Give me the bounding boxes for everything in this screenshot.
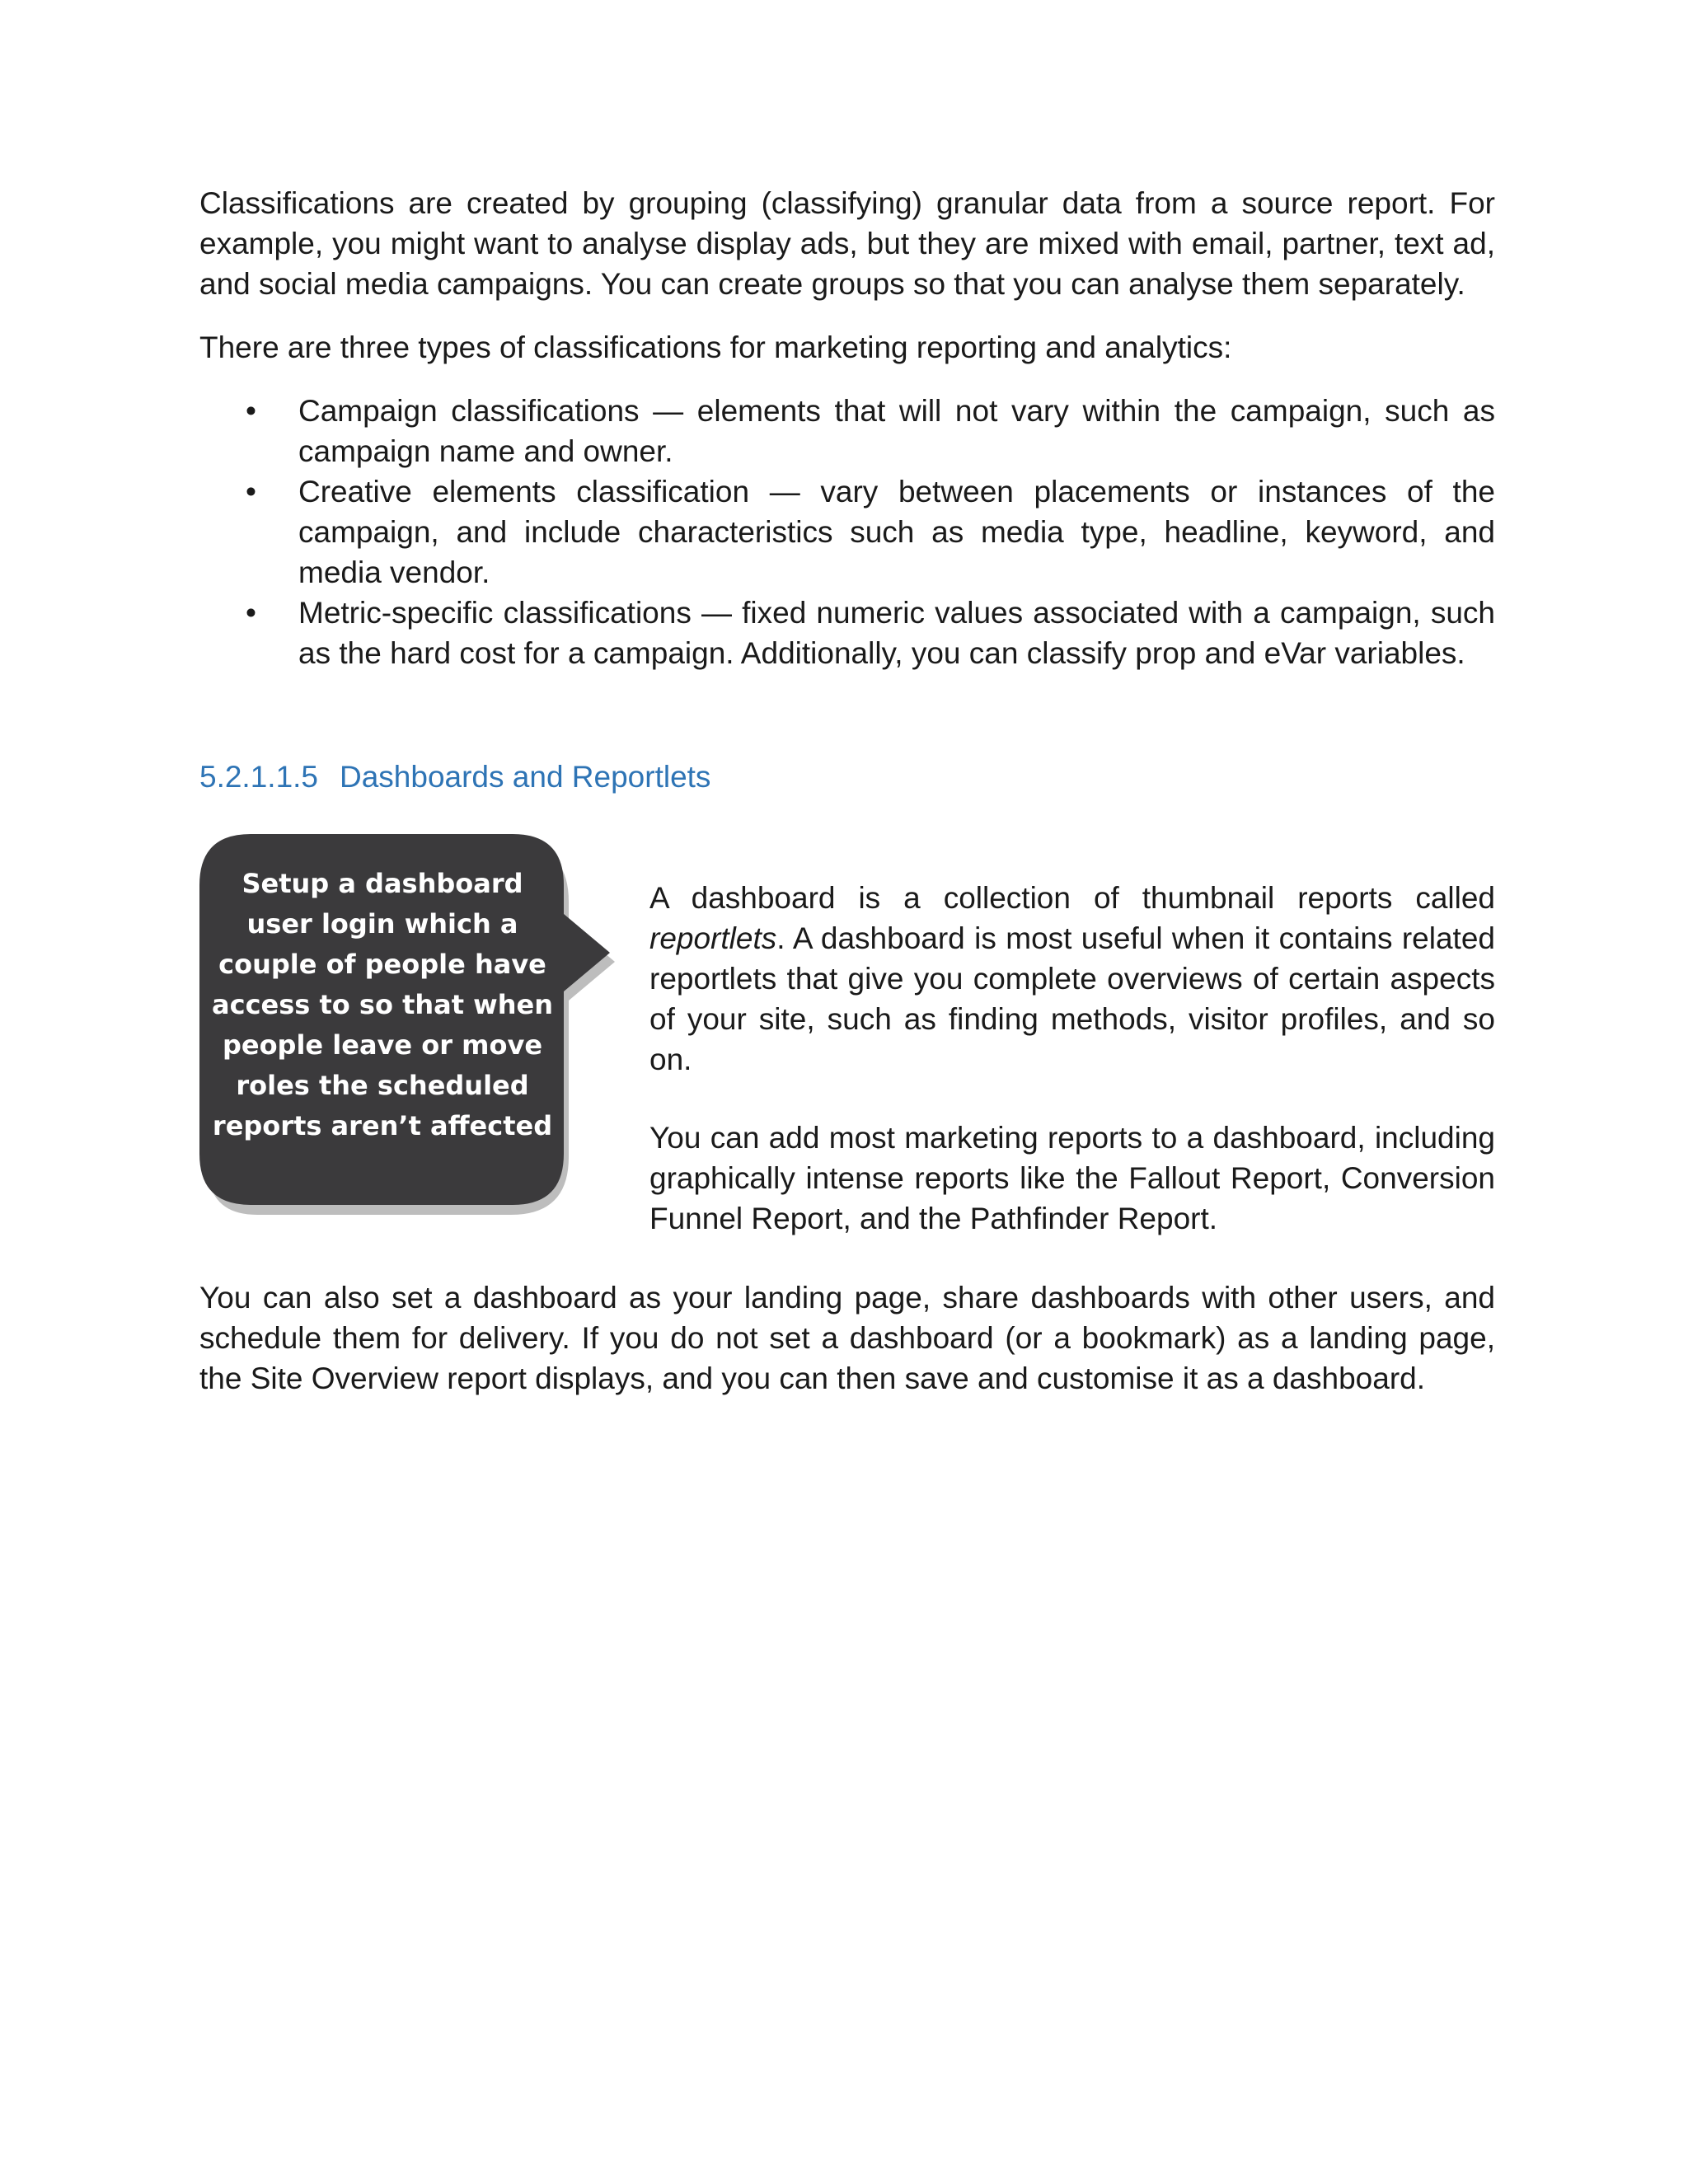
dashboard-definition-paragraph <box>649 878 1495 1080</box>
dashboard-text-end: . A dashboard is most useful when it contains related reportlets that give you complete overviews of certain aspects of your site, such as finding methods, visitor profiles, and so on. <box>649 921 1495 1076</box>
dashboard-text-start: A dashboard is a collection of thumbnail reports called <box>649 881 1495 915</box>
list-item <box>199 471 1495 593</box>
list-item-text: Creative elements classification — vary between placements or instances of the campaign, and include characteristics such as media type, headline, keyword, and media vendor. <box>298 475 1495 589</box>
section-heading <box>199 757 710 797</box>
reportlets-term: reportlets <box>649 921 777 955</box>
list-item-text: Metric-specific classifications — fixed numeric values associated with a campaign, such as the hard cost for a campaign. Additionally, you can classify prop and eVar variables. <box>298 596 1495 670</box>
section-number: 5.2.1.1.5 <box>199 760 319 794</box>
list-item <box>199 391 1495 471</box>
classification-types-list <box>199 391 1495 673</box>
list-item-text: Campaign classifications — elements that will not vary within the campaign, such as campaign name and owner. <box>298 394 1495 468</box>
bullet-marker: • <box>246 394 256 428</box>
bullet-marker: • <box>246 596 256 630</box>
callout-box <box>199 834 565 1205</box>
landing-page-paragraph: You can also set a dashboard as your landing page, share dashboards with other users, and schedule them for delivery. If you do not set a dashboard (or a bookmark) as a landing page, the Site Overview report displays, and you can then save and customise it as a dashboard. <box>199 1281 1495 1395</box>
types-intro-paragraph: There are three types of classifications for marketing reporting and analytics: <box>199 330 1232 364</box>
intro-paragraph: Classifications are created by grouping (classifying) granular data from a source report. For example, you might want to analyse display ads, but they are mixed with email, partner, text ad, and social media campaigns. You can create groups so that you can analyse them separately. <box>199 186 1495 301</box>
marketing-reports-paragraph: You can add most marketing reports to a dashboard, including graphically intense reports like the Fallout Report, Conversion Funnel Report, and the Pathfinder Report. <box>649 1121 1495 1235</box>
list-item <box>199 593 1495 673</box>
bullet-marker: • <box>246 475 256 509</box>
section-title: Dashboards and Reportlets <box>340 760 711 794</box>
callout-tip-text: Setup a dashboard user login which a couple of people have access to so that when people leave or move roles the scheduled reports aren’t affected <box>212 868 553 1141</box>
